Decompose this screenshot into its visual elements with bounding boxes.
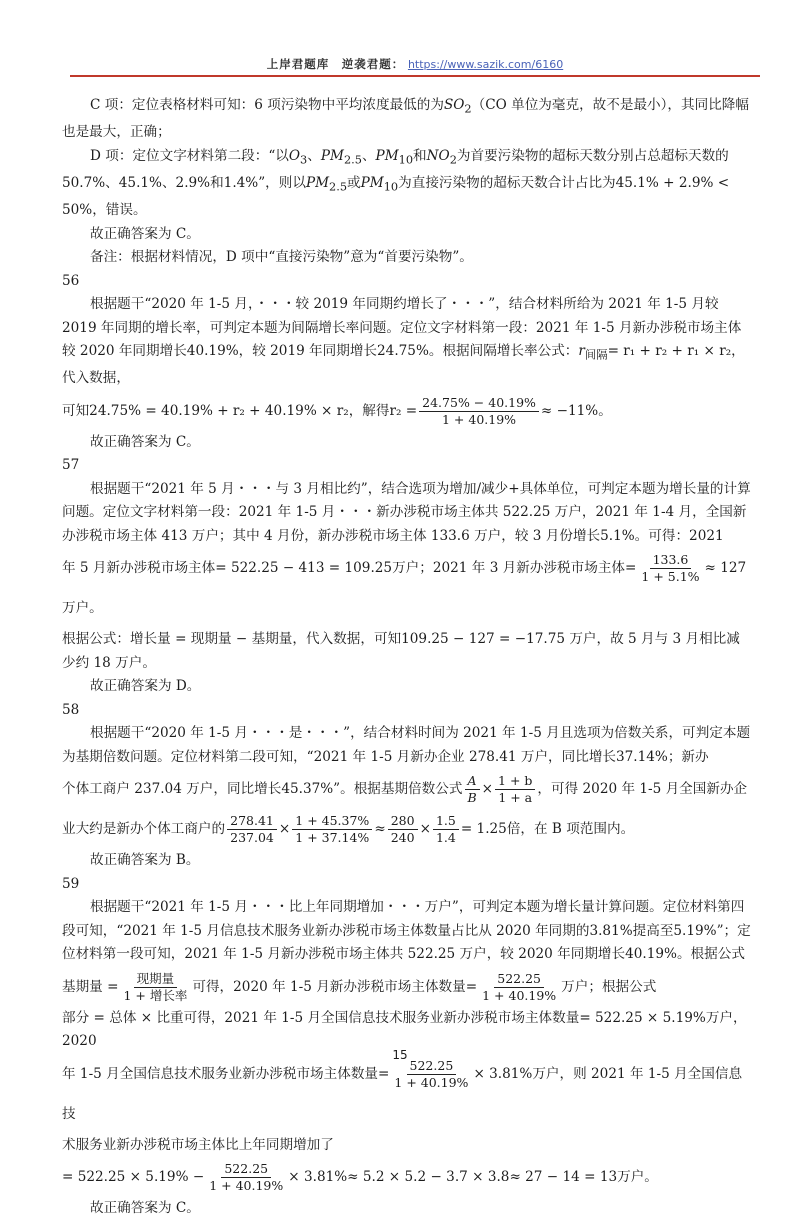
q57-paragraph: 根据题干“2021 年 5 月・・・与 3 月相比约”，结合选项为增加/减少+具体单位，可判定本题为增长量的计算问题。定位文字材料第一段：2021 年 1-5 月・・・新办涉税市场主体共 522.25 万户，2021 年 1-4 月，全国新办涉税市场主体 413 万户；其中 4 月份，新办涉税市场主体 133.6 万户，较 3 月份增长5.1%。可得：2021 bbox=[62, 480, 751, 544]
fraction: $\frac{522.25}{1 + 40.19\%}$ bbox=[482, 970, 557, 1003]
q56-answer: 故正确答案为 C。 bbox=[90, 433, 200, 450]
question-number-56: 56 bbox=[62, 272, 80, 289]
page-header bbox=[70, 56, 760, 72]
q57-answer: 故正确答案为 D。 bbox=[90, 678, 201, 695]
q57-equation: 年 5 月新办涉税市场主体= 522.25 − 413 = 109.25万户；2021 年 3 月新办涉税市场主体= $\frac{133.6}{1 + 5.1\%}$ ≈ 127 万户。 bbox=[62, 552, 747, 617]
fraction: $\frac{1.5}{1.4}$ bbox=[433, 813, 459, 846]
q58-answer: 故正确答案为 B。 bbox=[90, 852, 200, 869]
q59-text-line: 术服务业新办涉税市场主体比上年同期增加了 bbox=[62, 1136, 334, 1153]
fraction: $\frac{A}{B}$ bbox=[464, 773, 479, 806]
q59-answer: 故正确答案为 C。 bbox=[90, 1200, 200, 1217]
fraction: $\frac{1 + 45.37\%}{1 + 37.14\%}$ bbox=[292, 813, 372, 846]
fraction: $\frac{\text{现期量}}{\text{1 + 增长率}}$ bbox=[123, 970, 188, 1003]
fraction: $\frac{522.25}{1 + 40.19\%}$ bbox=[209, 1161, 284, 1194]
fraction: $\frac{1 + b}{1 + a}$ bbox=[495, 773, 535, 806]
page-number: 15 bbox=[392, 1048, 408, 1062]
option-d-explanation: D 项：定位文字材料第二段：“以$O_3$、$PM_{2.5}$、$PM_{10}$和$NO_2$为首要污染物的超标天数分别占总超标天数的50.7%、45.1%、2.9%和1.4%”，则以$PM_{2.5}$或$PM_{10}$为直接污染物的超标天数合计占比为45.1% + 2.9% < 50%，错误。 bbox=[62, 147, 730, 219]
q58-equation: 业大约是新办个体工商户的 $\frac{278.41}{237.04}$ × $\frac{1 + 45.37\%}{1 + 37.14\%}$ ≈ $\frac{280}{240}$ × $\frac{1.5}{1.4}$ = 1.25倍，在 B 项范围内。 bbox=[62, 813, 635, 846]
fraction: $\frac{24.75\% - 40.19\%}{1 + 40.19\%}$ bbox=[419, 395, 539, 428]
option-c-explanation: C 项：定位表格材料可知：6 项污染物中平均浓度最低的为$SO_2(CO$ 单位为毫克，故不是最小），其同比降幅也是最大，正确； bbox=[62, 97, 749, 141]
q59-paragraph: 根据题干“2021 年 1-5 月・・・比上年同期增加・・・万户”，可判定本题为增长量计算问题。定位材料第四段可知，“2021 年 1-5 月信息技术服务业新办涉税市场主体数量占比从 2020 年同期的3.81%提高至5.19%”；定位材料第一段可知，2021 年 1-5 月新办涉税市场主体共 522.25 万户，较 2020 年同期增长40.19%。根据公式 bbox=[62, 899, 751, 963]
fraction: $\frac{278.41}{237.04}$ bbox=[227, 813, 277, 846]
answer-line: 故正确答案为 C。 bbox=[90, 225, 200, 242]
fraction: $\frac{133.6}{1 + 5.1\%}$ bbox=[641, 552, 700, 585]
q56-paragraph: 根据题干“2020 年 1-5 月，・・・较 2019 年同期约增长了・・・”，结合材料所给为 2021 年 1-5 月较 2019 年同期的增长率，可判定本题为间隔增长率问题。定位文字材料第一段：2021 年 1-5 月新办涉税市场主体较 2020 年同期增长40.19%，较 2019 年同期增长24.75%。根据间隔增长率公式：$r_{间隔}= r_1 + r_2 + r_1 \times r_2$，代入数据， bbox=[62, 296, 745, 387]
q56-equation: 可知24.75% = 40.19% + r₂ + 40.19% × r₂，解得r₂ = $\frac{24.75\% - 40.19\%}{1 + 40.19\%}$ ≈ −11%。 bbox=[62, 394, 612, 427]
q59-part-line: 部分 = 总体 × 比重可得，2021 年 1-5 月全国信息技术服务业新办涉税市场主体数量= 522.25 × 5.19%万户，2020 bbox=[62, 1009, 747, 1050]
header-divider bbox=[70, 75, 760, 77]
fraction: $\frac{522.25}{1 + 40.19\%}$ bbox=[394, 1057, 469, 1090]
q59-formula-line: 基期量 = $\frac{\text{现期量}}{\text{1 + 增长率}}$ 可得，2020 年 1-5 月新办涉税市场主体数量= $\frac{522.25}{1 + 40.19\%}$ 万户；根据公式 bbox=[62, 970, 657, 1003]
question-number-58: 58 bbox=[62, 701, 80, 718]
fraction: $\frac{280}{240}$ bbox=[388, 813, 418, 846]
q58-paragraph: 根据题干“2020 年 1-5 月・・・是・・・”，结合材料时间为 2021 年 1-5 月且选项为倍数关系，可判定本题为基期倍数问题。定位材料第二段可知，“2021 年 1-5 月新办企业 278.41 万户，同比增长37.14%；新办 bbox=[62, 725, 751, 765]
question-number-57: 57 bbox=[62, 457, 80, 474]
header-link[interactable]: https://www.sazik.com/6160 bbox=[407, 58, 564, 71]
q59-base-line: 年 1-5 月全国信息技术服务业新办涉税市场主体数量= $\frac{522.25}{1 + 40.19\%}$ × 3.81%万户，则 2021 年 1-5 月全国信息技 bbox=[62, 1057, 743, 1122]
question-number-59: 59 bbox=[62, 875, 80, 892]
q59-equation: = 522.25 × 5.19% − $\frac{522.25}{1 + 40.19\%}$ × 3.81%≈ 5.2 × 5.2 − 3.7 × 3.8≈ 27 − 14 = 13万户。 bbox=[62, 1161, 658, 1194]
q57-formula-line: 根据公式：增长量 = 现期量 − 基期量，代入数据，可知109.25 − 127 = −17.75 万户，故 5 月与 3 月相比减少约 18 万户。 bbox=[62, 631, 740, 671]
note-line: 备注：根据材料情况，D 项中“直接污染物”意为“首要污染物”。 bbox=[90, 249, 473, 266]
q58-formula-line: 个体工商户 237.04 万户，同比增长45.37%”。根据基期倍数公式 $\frac{A}{B}$ × $\frac{1 + b}{1 + a}$ ，可得 2020 年 1-5 月全国新办企 bbox=[62, 773, 748, 806]
header-label: 上岸君题库 逆袭君题： bbox=[266, 57, 405, 71]
